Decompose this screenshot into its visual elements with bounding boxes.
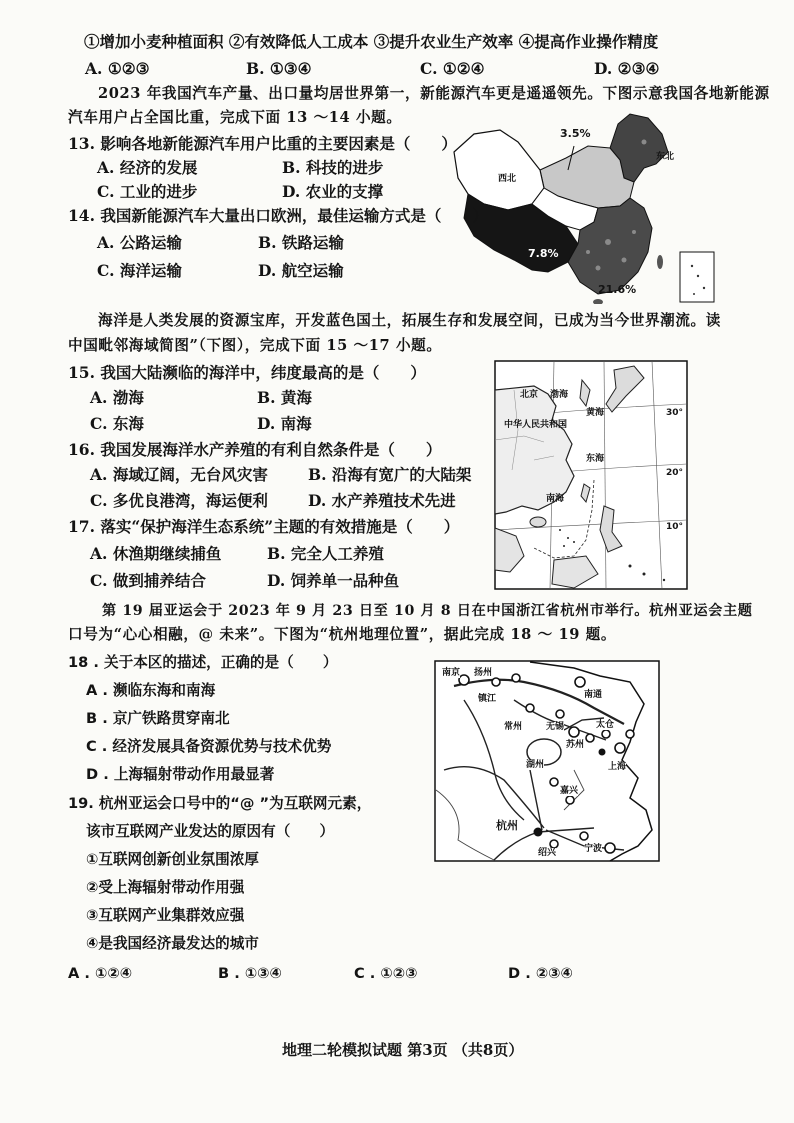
label-bohai: 渤海 [550,390,569,400]
q14-option-c: C. 海洋运输 [97,261,182,280]
label-35: 3.5% [560,127,591,140]
city-wuxi: 无锡 [546,722,565,732]
city-yangzhou: 扬州 [474,668,493,678]
label-216: 21.6% [598,283,637,296]
q19-option-c: C . ①②③ [354,965,418,982]
q16-stem: 16. 我国发展海洋水产养殖的有利自然条件是（ ） [68,440,442,459]
q18-option-d: D . 上海辐射带动作用最显著 [86,766,275,783]
q12-statements: ①增加小麦种植面积 ②有效降低人工成本 ③提升农业生产效率 ④提高作业操作精度 [84,32,659,51]
q19-stem-line1: 19. 杭州亚运会口号中的“@ ”为互联网元素， [68,795,372,812]
q15-option-d: D. 南海 [257,414,312,433]
label-dongbei: 东北 [656,152,675,162]
label-prc: 中华人民共和国 [504,420,568,430]
city-shanghai: 上海 [608,762,627,772]
q17-option-b: B. 完全人工养殖 [267,544,384,563]
intro-18-19-line1: 第 19 届亚运会于 2023 年 9 月 23 日至 10 月 8 日在中国浙江省杭州市举行。杭州亚运会主题 [102,603,753,619]
q12-option-a: A. ①②③ [85,59,150,78]
q19-statement-1: ①互联网创新创业氛围浓厚 [86,851,259,868]
city-suzhou: 苏州 [566,740,585,750]
label-nanhai: 南海 [546,494,565,504]
q16-option-b: B. 沿海有宽广的大陆架 [308,465,472,484]
intro-18-19-line2: 口号为“心心相融，@ 未来”。下图为“杭州地理位置”，据此完成 18 ～ 19 题。 [68,626,617,643]
city-jiaxing: 嘉兴 [560,786,579,796]
city-nantong: 南通 [584,690,603,700]
city-zhenjiang: 镇江 [478,694,497,704]
q12-option-c: C. ①②④ [420,59,485,78]
city-taicang: 太仓 [596,720,615,730]
q15-option-b: B. 黄海 [257,388,312,407]
q16-option-c: C. 多优良港湾，海运便利 [90,491,268,510]
q18-option-c: C . 经济发展具备资源优势与技术优势 [86,738,332,755]
city-huzhou: 湖州 [526,760,545,770]
q13-option-a: A. 经济的发展 [97,158,198,177]
q13-option-b: B. 科技的进步 [282,158,384,177]
q19-option-d: D . ②③④ [508,965,573,982]
page-footer: 地理二轮模拟试题 第3页 （共8页） [282,1041,524,1059]
q14-option-b: B. 铁路运输 [258,233,344,252]
city-nanjing: 南京 [442,668,461,678]
q13-option-c: C. 工业的进步 [97,182,198,201]
label-lat-10: 10° [666,522,684,532]
hangzhou-map-graphic [434,660,660,862]
city-changzhou: 常州 [504,722,523,732]
label-lat-30: 30° [666,408,684,418]
q17-option-c: C. 做到捕养结合 [90,571,206,590]
intro-15-17-line2: 中国毗邻海域简图”（下图），完成下面 15 ～17 小题。 [68,337,442,354]
q19-option-b: B . ①③④ [218,965,282,982]
q15-stem: 15. 我国大陆濒临的海洋中，纬度最高的是（ ） [68,363,426,382]
q18-option-b: B . 京广铁路贯穿南北 [86,710,230,727]
q19-option-a: A . ①②④ [68,965,133,982]
hangzhou-location-map [434,660,660,862]
city-ningbo: 宁波 [584,844,603,854]
china-map-graphic [448,112,720,304]
q14-option-d: D. 航空运输 [258,261,344,280]
q16-option-a: A. 海域辽阔，无台风灾害 [90,465,268,484]
label-huanghai: 黄海 [586,408,605,418]
q14-stem: 14. 我国新能源汽车大量出口欧洲，最佳运输方式是（ ） [68,206,488,225]
q19-statement-2: ②受上海辐射带动作用强 [86,879,245,896]
label-xibei: 西北 [498,174,517,184]
label-lat-20: 20° [666,468,684,478]
city-shaoxing: 绍兴 [538,848,557,858]
q13-stem: 13. 影响各地新能源汽车用户比重的主要因素是（ ） [68,134,457,153]
q19-statement-4: ④是我国经济最发达的城市 [86,935,259,952]
q13-option-d: D. 农业的支撑 [282,182,384,201]
china-nev-map [448,112,720,304]
q12-option-b: B. ①③④ [246,59,312,78]
q17-option-d: D. 饲养单一品种鱼 [267,571,400,590]
q18-option-a: A . 濒临东海和南海 [86,682,216,699]
intro-13-14-line2: 汽车用户占全国比重，完成下面 13 ～14 小题。 [68,109,402,126]
intro-13-14-line1: 2023 年我国汽车产量、出口量均居世界第一，新能源汽车更是遥遥领先。下图示意我国各地新能源 [98,85,770,102]
label-78: 7.8% [528,247,559,260]
q12-option-d: D. ②③④ [594,59,660,78]
q15-option-a: A. 渤海 [90,388,144,407]
china-sea-map [494,360,688,590]
label-beijing: 北京 [520,390,539,400]
q18-stem: 18 . 关于本区的描述，正确的是（ ） [68,654,338,671]
intro-15-17-line1: 海洋是人类发展的资源宝库，开发蓝色国土，拓展生存和发展空间，已成为当今世界潮流。读 [98,312,721,329]
q17-stem: 17. 落实“保护海洋生态系统”主题的有效措施是（ ） [68,517,460,536]
city-hangzhou: 杭州 [496,819,518,832]
q16-option-d: D. 水产养殖技术先进 [308,491,456,510]
q17-option-a: A. 休渔期继续捕鱼 [90,544,222,563]
label-donghai: 东海 [586,454,605,464]
q14-option-a: A. 公路运输 [97,233,182,252]
q19-statement-3: ③互联网产业集群效应强 [86,907,245,924]
q19-stem-line2: 该市互联网产业发达的原因有（ ） [86,823,335,840]
q15-option-c: C. 东海 [90,414,144,433]
